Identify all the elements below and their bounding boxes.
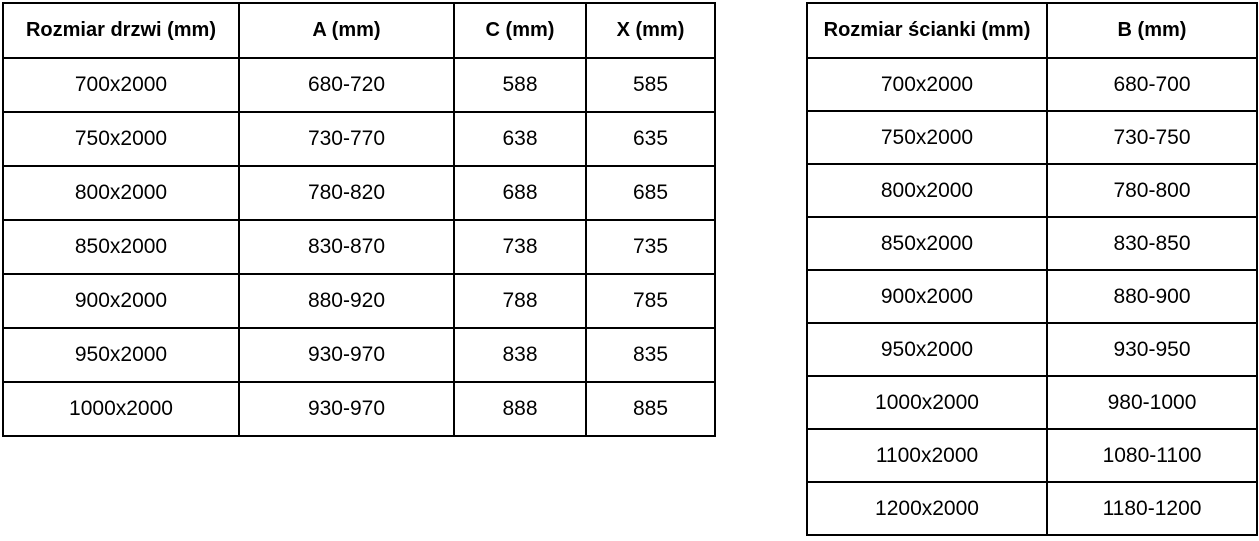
table-cell: 838 xyxy=(454,328,586,382)
header-cell-wall-size: Rozmiar ścianki (mm) xyxy=(807,3,1047,58)
table-cell: 930-950 xyxy=(1047,323,1257,376)
table-cell: 680-700 xyxy=(1047,58,1257,111)
table-cell: 785 xyxy=(586,274,715,328)
table-cell: 800x2000 xyxy=(3,166,239,220)
table-cell: 1000x2000 xyxy=(807,376,1047,429)
header-cell-a-mm: A (mm) xyxy=(239,3,454,58)
table-cell: 1080-1100 xyxy=(1047,429,1257,482)
wall-table-header-row xyxy=(807,3,1257,58)
table-cell: 730-770 xyxy=(239,112,454,166)
table-cell: 588 xyxy=(454,58,586,112)
table-row xyxy=(3,220,715,274)
table-cell: 635 xyxy=(586,112,715,166)
header-cell-door-size: Rozmiar drzwi (mm) xyxy=(3,3,239,58)
table-cell: 788 xyxy=(454,274,586,328)
table-row xyxy=(3,328,715,382)
table-cell: 830-870 xyxy=(239,220,454,274)
table-row xyxy=(3,166,715,220)
table-cell: 638 xyxy=(454,112,586,166)
table-row xyxy=(807,323,1257,376)
table-cell: 885 xyxy=(586,382,715,436)
table-row xyxy=(807,482,1257,535)
table-row xyxy=(807,217,1257,270)
table-row xyxy=(807,164,1257,217)
table-cell: 585 xyxy=(586,58,715,112)
table-row xyxy=(807,429,1257,482)
wall-sizes-table xyxy=(806,2,1258,536)
table-row xyxy=(807,58,1257,111)
table-row xyxy=(807,111,1257,164)
table-cell: 1000x2000 xyxy=(3,382,239,436)
table-cell: 680-720 xyxy=(239,58,454,112)
table-cell: 780-800 xyxy=(1047,164,1257,217)
table-cell: 750x2000 xyxy=(3,112,239,166)
table-cell: 880-900 xyxy=(1047,270,1257,323)
table-row xyxy=(3,58,715,112)
table-cell: 1200x2000 xyxy=(807,482,1047,535)
wall-table-body xyxy=(807,58,1257,535)
table-cell: 850x2000 xyxy=(3,220,239,274)
table-cell: 950x2000 xyxy=(807,323,1047,376)
table-row xyxy=(807,376,1257,429)
table-cell: 738 xyxy=(454,220,586,274)
table-cell: 950x2000 xyxy=(3,328,239,382)
table-cell: 835 xyxy=(586,328,715,382)
table-cell: 888 xyxy=(454,382,586,436)
table-cell: 700x2000 xyxy=(3,58,239,112)
table-row xyxy=(3,112,715,166)
door-sizes-table xyxy=(2,2,716,437)
header-cell-c-mm: C (mm) xyxy=(454,3,586,58)
table-cell: 688 xyxy=(454,166,586,220)
header-cell-b-mm: B (mm) xyxy=(1047,3,1257,58)
table-cell: 800x2000 xyxy=(807,164,1047,217)
table-cell: 850x2000 xyxy=(807,217,1047,270)
table-cell: 685 xyxy=(586,166,715,220)
header-cell-x-mm: X (mm) xyxy=(586,3,715,58)
door-table-body xyxy=(3,58,715,436)
table-cell: 830-850 xyxy=(1047,217,1257,270)
table-cell: 930-970 xyxy=(239,382,454,436)
table-row xyxy=(3,274,715,328)
table-cell: 930-970 xyxy=(239,328,454,382)
table-cell: 780-820 xyxy=(239,166,454,220)
table-cell: 730-750 xyxy=(1047,111,1257,164)
table-row xyxy=(3,382,715,436)
table-row xyxy=(807,270,1257,323)
table-cell: 1100x2000 xyxy=(807,429,1047,482)
table-cell: 700x2000 xyxy=(807,58,1047,111)
table-cell: 900x2000 xyxy=(807,270,1047,323)
table-cell: 750x2000 xyxy=(807,111,1047,164)
table-cell: 980-1000 xyxy=(1047,376,1257,429)
table-cell: 900x2000 xyxy=(3,274,239,328)
table-cell: 735 xyxy=(586,220,715,274)
table-cell: 880-920 xyxy=(239,274,454,328)
door-table-header-row xyxy=(3,3,715,58)
table-cell: 1180-1200 xyxy=(1047,482,1257,535)
